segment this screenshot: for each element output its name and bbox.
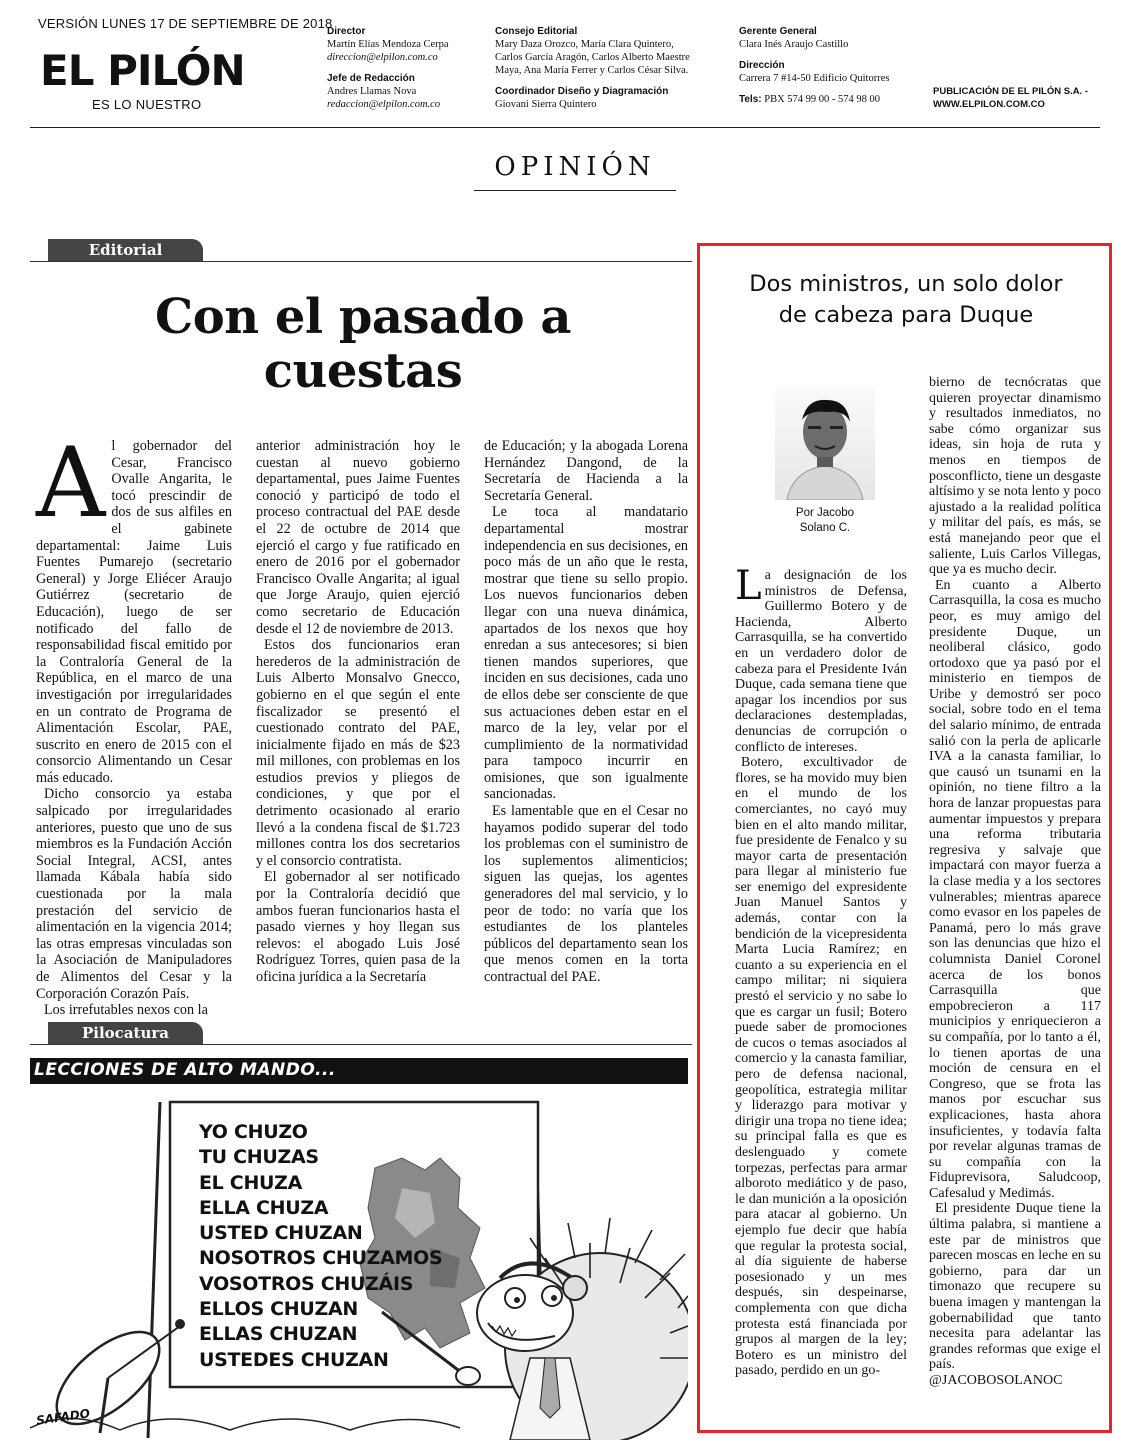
paragraph: El gobernador al ser notificado por la Contraloría decidió que ambos fueran funcionarios hasta el pasado viernes y hoy llegan sus relevos: el abogado Luis José Rodríguez Torres, quien pasa de la oficina jurídica a la Secretaría	[256, 869, 460, 985]
paragraph: En cuanto a Alberto Carrasquilla, la cosa es mucho peor, es muy amigo del presidente Duque, un neoliberal clásico, godo ortodoxo que ya pasó por el ministerio en tiempos de Uribe y demostró ser poco social, sobre todo en el tema del salario mínimo, de entrada salió con la perla de aplicarle IVA a la canasta familiar, lo que causó un tsunami en la opinión, no tiene filtro a la hora de lanzar propuestas para aumentar impuestos y prepara una reforma tributaria regresiva y salvaje que impactará con mayor fuerza a la clase media y a los sectores vulnerables; mientras aparece como evasor en los papeles de Panamá, pero lo más grave son las denuncias que hizo el columnista Daniel Coronel acerca de los bonos Carrasquilla que empobrecieron a 117 municipios y enriquecieron a su compañía, por lo tanto a él, lo tienen aportas de una moción de censura en el Congreso, que se frota las manos por escuchar sus explicaciones, hasta ahora insuficientes, y todavía falta por revelar algunas tramas de su compañía con la Fiduprevisora, Saludcoop, Cafesalud y Medimás.	[929, 577, 1101, 1201]
newspaper-logo: EL PILÓN	[40, 46, 245, 95]
paragraph-text: l gobernador del Cesar, Francisco Ovalle Angarita, le tocó prescindir de dos de sus alfiles en el gabinete departamental: Jaime Luis Fuentes Pumarejo (secretario General) y Jorge Eliécer Araujo Gutiérrez (secretario de Educación), luego de ser notificado del fallo de responsabilidad fiscal emitido por la Contraloría General de la República, en el marco de una investigación por irregularidades en un contrato de Programa de Alimentación Escolar, PAE, suscrito en enero de 2015 con el consorcio Alimentando un Cesar más educado.	[36, 438, 232, 786]
board-line: ELLOS CHUZAN	[199, 1298, 359, 1321]
byline-line: Solano C.	[799, 522, 851, 534]
coord-label: Coordinador Diseño y Diagramación	[495, 86, 669, 97]
pilocatura-tab: Pilocatura	[48, 1022, 203, 1044]
consejo-line: Carlos García Aragón, Carlos Alberto Maestre	[495, 52, 690, 63]
jefe-email: redaccion@elpilon.com.co	[327, 99, 441, 110]
editorial-tab: Editorial	[48, 239, 203, 261]
publication-info	[933, 85, 1088, 111]
website-link[interactable]: WWW.ELPILON.COM.CO	[933, 99, 1045, 110]
editorial-column-1	[36, 427, 232, 1019]
newspaper-slogan: ES LO NUESTRO	[92, 97, 202, 112]
publication-line: PUBLICACIÓN DE EL PILÓN S.A. -	[933, 86, 1089, 97]
paragraph	[735, 563, 907, 755]
tels-value: PBX 574 99 00 - 574 98 00	[764, 94, 881, 105]
section-underline	[474, 190, 676, 191]
director-email: direccion@elpilon.com.co	[327, 52, 438, 63]
paragraph: Botero, excultivador de flores, se ha movido muy bien en el mundo de los comerciantes, no cayó muy bien en el alto mando militar, fue presidente de Fenalco y su mayor carta de presentación para llegar al ministerio fue ser enemigo del expresidente Juan Manuel Santos y además, contar con la bendición de la vicepresidenta Marta Lucia Ramírez; en cuanto a su experiencia en el campo militar; ni siquiera prestó el servicio y no sabe lo que es cargar un fusil; Botero puede saber de promociones de cucos o temas asociados al comercio y la canasta familiar, pero de defensa nacional, geopolítica, estrategia militar y liderazgo para motivar y dirigir una tropa no tiene idea; su principal falla es que es deslenguado y comete torpezas, perfectas para armar alboroto mediático y de paso, le dan munición a la oposición para atacar al gobierno. Un ejemplo fue decir que había que regular la protesta social, al día siguiente de haberse posesionado y un mes después, sin despeinarse, complementa con que dicha protesta está financiada por grupos al margen de la ley; Botero es un ministro del pasado, perdido en un go-	[735, 755, 907, 1379]
director-name: Martín Elías Mendoza Cerpa	[327, 39, 449, 50]
masthead-director	[327, 25, 449, 111]
jefe-name: Andres Llamas Nova	[327, 86, 417, 97]
paragraph: anterior administración hoy le cuestan al nuevo gobierno departamental, pues Jaime Fuentes conoció y participó de todo el proceso contractual del PAE desde el 22 de octubre de 2014 que ejerció el cargo y fue ratificado en enero de 2016 por el gobernador Francisco Ovalle Angarita; al igual que Jorge Araujo, quien ejerció como secretario de Educación desde el 12 de noviembre de 2013.	[256, 438, 460, 637]
board-line: USTEDES CHUZAN	[199, 1348, 389, 1371]
column-title-line: de cabeza para Duque	[778, 302, 1034, 328]
paragraph: bierno de tecnócratas que quieren proyectar dinamismo y resultados inmediatos, no sabe cómo organizar sus ideas, sin hoja de ruta y menos en tiempos de posconflicto, tiene un desgaste altísimo y se nota lento y poco ajustado a la realidad política y militar del país, es más, se está manejando peor que el saliente, Luis Carlos Villegas, que ya es mucho decir.	[929, 375, 1101, 578]
byline-line: Por Jacobo	[795, 507, 855, 519]
edition-date: VERSIÓN LUNES 17 DE SEPTIEMBRE DE 2018	[38, 16, 333, 31]
board-line: EL CHUZA	[199, 1171, 303, 1194]
cartoon-board-text	[199, 1120, 442, 1373]
masthead-divider	[30, 127, 1100, 128]
paragraph: El presidente Duque tiene la última palabra, si mantiene a este par de ministros que parecen moscas en leche en su gobierno, para dar un timonazo que recupere su buena imagen y mantengan la gobernabilidad que tanto necesita para adelantar las grandes reformas que exige el país.	[929, 1201, 1101, 1373]
column-title	[720, 269, 1092, 331]
gerente-name: Clara Inés Araujo Castillo	[739, 39, 849, 50]
board-line: USTED CHUZAN	[199, 1222, 363, 1245]
cartoon-title: LECCIONES DE ALTO MANDO...	[34, 1060, 336, 1080]
board-line: NOSOTROS CHUZAMOS	[199, 1247, 443, 1270]
masthead-consejo	[495, 25, 690, 111]
tels-label: Tels:	[739, 94, 762, 105]
column-text-a	[735, 563, 907, 1379]
board-line: TU CHUZAS	[199, 1146, 319, 1169]
board-line: YO CHUZO	[199, 1121, 308, 1143]
direccion-label: Dirección	[739, 60, 785, 71]
paragraph-text: a designación de los ministros de Defensa, Guillermo Botero y de Hacienda, Alberto Carrasquilla, se ha convertido en un verdadero dolor de cabeza para el Presidente Iván Duque, cada semana tiene que apagar los incendios por sus declaraciones destempladas, denuncias de corrupción o conflicto de intereses.	[735, 568, 907, 755]
director-label: Director	[327, 26, 366, 37]
cartoon	[30, 1058, 688, 1440]
coord-name: Giovani Sierra Quintero	[495, 99, 597, 110]
editorial-tab-rule	[30, 261, 692, 262]
paragraph	[36, 427, 232, 786]
board-line: VOSOTROS CHUZÁIS	[199, 1272, 414, 1295]
cartoonist-signature: SAFADO	[35, 1406, 91, 1428]
author-handle: @JACOBOSOLANOC	[929, 1373, 1063, 1388]
tels-line	[739, 93, 889, 106]
paragraph: Le toca al mandatario departamental mostrar independencia en sus decisiones, en poco más de un año que le resta, mostrar que tiene su sello propio. Los nuevos funcionarios deben llegar con una nueva dinámica, apartados de los nexos que hoy enredan a sus antecesores; si bien tienen mandos superiores, que inciden en sus decisiones, cada uno de ellos debe ser consciente de que sus actuaciones deben estar en el marco de la ley, velar por el cumplimiento de la normatividad para tampoco incurrir en omisiones, que son igualmente sancionadas.	[484, 504, 688, 803]
editorial-title	[40, 290, 686, 398]
paragraph: Dicho consorcio ya estaba salpicado por irregularidades anteriores, puesto que uno de sus miembros es la Fundación Acción Social Integral, ACSI, antes llamada Kábala había sido cuestionada por la mala prestación del servicio de alimentación en la vigencia 2014; las otras empresas vinculadas son la Asociación de Manipuladores de Alimentos del Cesar y la Corporación Corazón País.	[36, 786, 232, 1002]
author-photo	[775, 388, 875, 500]
pilocatura-tab-rule	[30, 1044, 692, 1045]
column-text-b	[929, 375, 1101, 1389]
board-line: ELLAS CHUZAN	[199, 1323, 358, 1346]
jefe-label: Jefe de Redacción	[327, 73, 415, 84]
drop-cap: L	[735, 563, 762, 609]
drop-cap: A	[36, 427, 106, 539]
paragraph: Los irrefutables nexos con la	[44, 1002, 208, 1019]
editorial-column-3	[484, 438, 688, 986]
direccion-value: Carrera 7 #14-50 Edificio Quitorres	[739, 73, 890, 84]
section-title: OPINIÓN	[494, 152, 656, 182]
column-title-line: Dos ministros, un solo dolor	[749, 271, 1063, 297]
paragraph: de Educación; y la abogada Lorena Hernández Dangond, de la Secretaría de Hacienda a la Secretaría General.	[484, 438, 688, 504]
editorial-title-line: Con el pasado a	[155, 289, 571, 345]
editorial-column-2	[256, 438, 460, 986]
editorial-title-line: cuestas	[263, 343, 463, 399]
paragraph: Estos dos funcionarios eran herederos de la administración de Luis Alberto Monsalvo Gnecco, gobierno en el que según el ente fiscalizador se presentó el cuestionado contrato del PAE, inicialmente fijado en más de $23 mil millones, con problemas en los estudios previos y pliegos de condiciones, y que por el detrimento ocasionado al erario llevó a la condena fiscal de $1.723 millones contra los dos secretarios y el consorcio contratista.	[256, 637, 460, 869]
consejo-line: Maya, Ana María Ferrer y Carlos César Silva.	[495, 65, 689, 76]
board-line: ELLA CHUZA	[199, 1196, 329, 1219]
masthead-gerente	[739, 25, 889, 106]
consejo-line: Mary Daza Orozco, María Clara Quintero,	[495, 39, 674, 50]
consejo-label: Consejo Editorial	[495, 26, 578, 37]
column-byline	[760, 506, 890, 536]
gerente-label: Gerente General	[739, 26, 817, 37]
paragraph: Es lamentable que en el Cesar no hayamos podido superar del todo los problemas con el suministro de los suplementos alimenticios; siguen las quejas, los agentes generadores del mal servicio, y lo peor de todo: no varía que los estudiantes de los planteles públicos del departamento sean los que menos comen en la torta contractual del PAE.	[484, 803, 688, 985]
